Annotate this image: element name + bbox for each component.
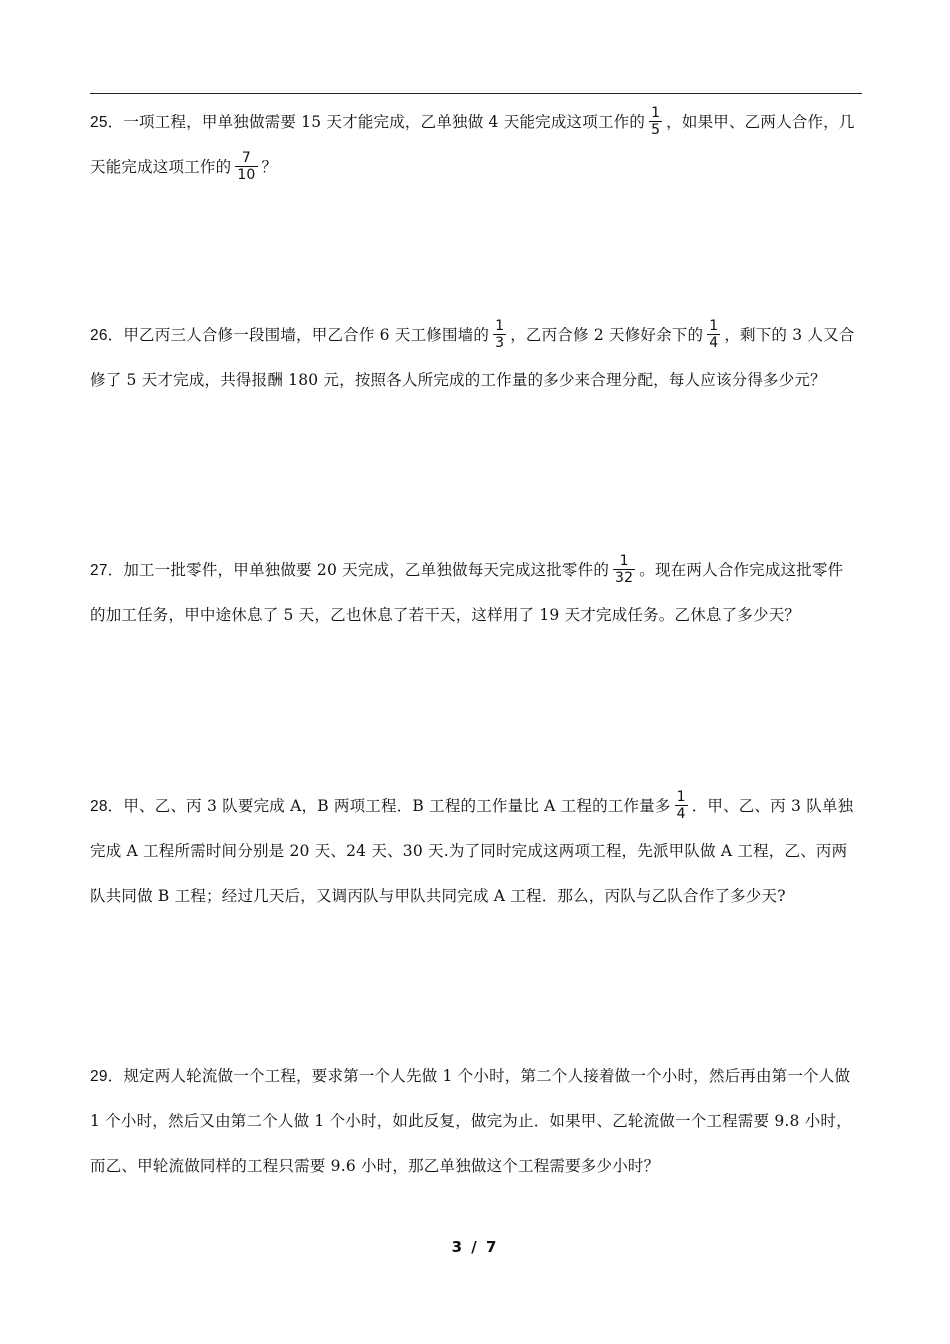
- problem-26: [90, 313, 855, 403]
- problem-number: 28: [90, 798, 108, 815]
- fraction: $\frac{1}{4}$: [709, 317, 719, 351]
- problem-text: ，乙丙合修 2 天修好余下的: [510, 326, 704, 344]
- problem-text: ．甲、乙、丙 3 队要完成 A，B 两项工程．B 工程的工作量比 A 工程的工作量多: [107, 797, 671, 815]
- problem-number: 25: [90, 114, 108, 131]
- fraction: $\frac{7}{10}$: [237, 149, 256, 183]
- page-number: 3 / 7: [451, 1238, 499, 1256]
- problem-text: ．一项工程，甲单独做需要 15 天才能完成，乙单独做 4 天能完成这项工作的: [107, 113, 646, 131]
- problem-text: ，剩下的 3 人又合修了 5 天才完成，共得报酬 180 元，按照各人所完成的工作量的多少来合理分配，每人应该分得多少元？: [90, 326, 855, 389]
- problem-text: ？: [261, 158, 278, 176]
- problem-number: 27: [90, 562, 108, 579]
- problem-text: ，如果甲、乙两人合作，几天能完成这项工作的: [90, 113, 855, 176]
- problem-text: ．加工一批零件，甲单独做要 20 天完成，乙单独做每天完成这批零件的: [107, 561, 610, 579]
- problem-text: ．规定两人轮流做一个工程，要求第一个人先做 1 个小时，第二个人接着做一个小时，然后再由第一个人做 1 个小时，然后又由第二个人做 1 个小时，如此反复，做完为止．如果甲、乙轮流做一个工程需要 9.8 小时，而乙、甲轮流做同样的工程只需要 9.6 小时，那乙单独做这个工程需要多少小时？: [90, 1067, 852, 1175]
- problem-text: 。现在两人合作完成这批零件的加工任务，甲中途休息了 5 天，乙也休息了若干天，这样用了 19 天才完成任务。乙休息了多少天？: [90, 561, 844, 624]
- problem-27: [90, 548, 855, 638]
- problem-29: [90, 1054, 855, 1189]
- problem-text: ．甲乙丙三人合修一段围墙，甲乙合作 6 天工修围墙的: [107, 326, 490, 344]
- fraction: $\frac{1}{32}$: [615, 552, 634, 586]
- fraction: $\frac{1}{3}$: [495, 317, 505, 351]
- problem-25: [90, 100, 855, 190]
- problem-28: [90, 784, 855, 919]
- fraction: $\frac{1}{4}$: [676, 788, 686, 822]
- problem-number: 26: [90, 327, 108, 344]
- problem-number: 29: [90, 1068, 108, 1085]
- header-rule: [90, 93, 862, 94]
- problem-text: ．甲、乙、丙 3 队单独完成 A 工程所需时间分别是 20 天、24 天、30 天.为了同时完成这两项工程，先派甲队做 A 工程，乙、丙两队共同做 B 工程；经过几天后，又调丙队与甲队共同完成 A 工程．那么，丙队与乙队合作了多少天?: [90, 797, 854, 905]
- fraction: $\frac{1}{5}$: [651, 104, 661, 138]
